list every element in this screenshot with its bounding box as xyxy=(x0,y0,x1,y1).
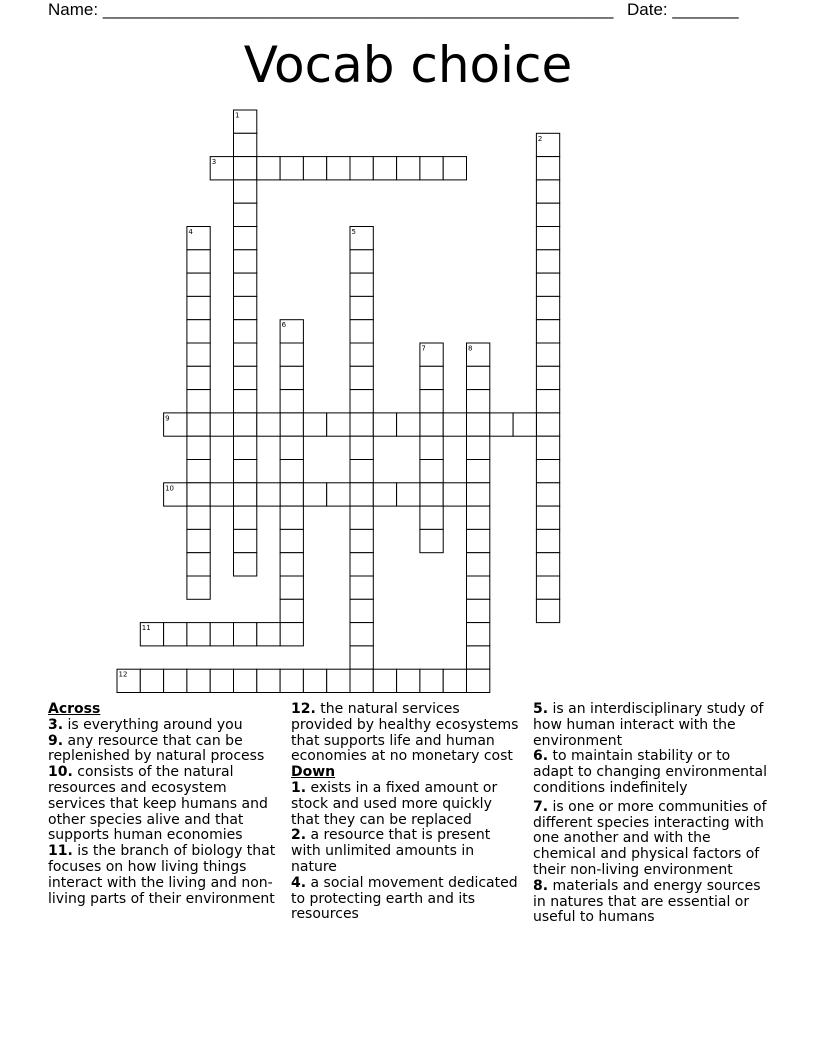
grid-cell[interactable] xyxy=(280,390,303,413)
grid-cell[interactable] xyxy=(350,273,373,296)
grid-cell[interactable] xyxy=(234,203,257,226)
grid-cell[interactable] xyxy=(420,366,443,389)
grid-cell[interactable] xyxy=(257,413,280,436)
clue-text: consists of the natural resources and ecosystem services that keep humans and other species alive and that supports human economies xyxy=(48,764,268,844)
cell-number-4: 4 xyxy=(188,228,193,236)
clue-text: exists in a fixed amount or stock and used more quickly that they can be replaced xyxy=(291,779,498,828)
across-heading: Across xyxy=(48,701,101,717)
grid-cell[interactable] xyxy=(234,506,257,529)
grid-cell[interactable] xyxy=(536,157,559,180)
clue-number: 3. xyxy=(48,716,64,733)
clue-down-6 xyxy=(533,749,769,796)
grid-cell[interactable] xyxy=(257,483,280,506)
grid-cell[interactable] xyxy=(536,576,559,599)
grid-cell[interactable] xyxy=(373,157,396,180)
page-title: Vocab choice xyxy=(243,36,573,94)
clue-number: 7. xyxy=(533,798,549,815)
grid-cell[interactable] xyxy=(187,623,210,646)
grid-cell[interactable] xyxy=(350,296,373,319)
grid-cell[interactable] xyxy=(536,460,559,483)
grid-cell[interactable] xyxy=(280,576,303,599)
cell-number-12: 12 xyxy=(118,670,128,679)
grid-cell[interactable] xyxy=(350,576,373,599)
clue-number: 2. xyxy=(291,827,307,844)
grid-cell[interactable] xyxy=(467,599,490,622)
clue-number: 8. xyxy=(533,877,549,894)
grid-cell[interactable] xyxy=(536,413,559,436)
grid-cell[interactable] xyxy=(327,157,350,180)
grid-cell[interactable] xyxy=(280,506,303,529)
grid-cell[interactable] xyxy=(187,413,210,436)
grid-cell[interactable] xyxy=(397,483,420,506)
cell-number-10: 10 xyxy=(165,484,175,493)
grid-cell[interactable] xyxy=(467,646,490,669)
grid-cell[interactable] xyxy=(187,553,210,576)
grid-cell[interactable] xyxy=(187,669,210,692)
grid-cell[interactable] xyxy=(467,623,490,646)
clue-across-9 xyxy=(48,734,284,766)
clue-number: 9. xyxy=(48,732,64,749)
name-label: Name: xyxy=(48,0,99,19)
grid-cell[interactable] xyxy=(234,273,257,296)
grid-cell[interactable] xyxy=(397,157,420,180)
grid-cell[interactable] xyxy=(536,296,559,319)
clue-number: 6. xyxy=(533,748,549,765)
grid-cell[interactable] xyxy=(280,413,303,436)
grid-cell[interactable] xyxy=(350,320,373,343)
clue-down-8 xyxy=(533,879,769,926)
grid-cell[interactable] xyxy=(280,366,303,389)
grid-cell[interactable] xyxy=(467,669,490,692)
grid-cell[interactable] xyxy=(187,529,210,552)
clue-text: is the branch of biology that focuses on how living things interact with the living and non-living parts of their environment xyxy=(48,843,276,907)
grid-cell[interactable] xyxy=(467,413,490,436)
cell-number-7: 7 xyxy=(421,344,426,353)
grid-cell[interactable] xyxy=(234,413,257,436)
grid-cell[interactable] xyxy=(467,460,490,483)
cell-number-1: 1 xyxy=(235,111,240,120)
grid-cell[interactable] xyxy=(536,529,559,552)
grid-cell[interactable] xyxy=(490,413,513,436)
grid-cell[interactable] xyxy=(234,460,257,483)
grid-cell[interactable] xyxy=(467,576,490,599)
grid-cell[interactable] xyxy=(164,669,187,692)
cell-number-3: 3 xyxy=(211,158,217,167)
grid-cell[interactable] xyxy=(350,343,373,366)
grid-cell[interactable] xyxy=(257,669,280,692)
down-heading: Down xyxy=(291,764,336,781)
grid-cell[interactable] xyxy=(420,529,443,552)
grid-cell[interactable] xyxy=(350,436,373,459)
grid-cell[interactable] xyxy=(350,366,373,389)
clue-down-7 xyxy=(533,800,769,879)
grid-cell[interactable] xyxy=(350,483,373,506)
grid-cell[interactable] xyxy=(420,390,443,413)
grid-cell[interactable] xyxy=(420,413,443,436)
date-label: Date: xyxy=(627,0,668,19)
grid-cell[interactable] xyxy=(280,157,303,180)
cell-number-6: 6 xyxy=(281,321,287,330)
grid-cell[interactable] xyxy=(536,250,559,273)
grid-cell[interactable] xyxy=(280,343,303,366)
grid-cell[interactable] xyxy=(187,576,210,599)
grid-cell[interactable] xyxy=(280,529,303,552)
grid-cell[interactable] xyxy=(350,529,373,552)
grid-cell[interactable] xyxy=(536,180,559,203)
grid-cell[interactable] xyxy=(234,296,257,319)
grid-cell[interactable] xyxy=(187,483,210,506)
grid-cell[interactable] xyxy=(210,483,233,506)
grid-cell[interactable] xyxy=(187,436,210,459)
grid-cell[interactable] xyxy=(234,553,257,576)
clue-down-5 xyxy=(533,702,769,749)
cell-number-11: 11 xyxy=(141,624,151,633)
clue-number: 5. xyxy=(533,701,549,717)
grid-cell[interactable] xyxy=(350,623,373,646)
grid-cell[interactable] xyxy=(536,273,559,296)
clue-across-10 xyxy=(48,765,284,844)
grid-cell[interactable] xyxy=(373,669,396,692)
grid-cell[interactable] xyxy=(467,366,490,389)
grid-cell[interactable] xyxy=(350,646,373,669)
grid-cell[interactable] xyxy=(350,669,373,692)
grid-cell[interactable] xyxy=(327,483,350,506)
grid-cell[interactable] xyxy=(280,553,303,576)
grid-cell[interactable] xyxy=(536,436,559,459)
grid-cell[interactable] xyxy=(467,529,490,552)
grid-cell[interactable] xyxy=(536,506,559,529)
grid-cell[interactable] xyxy=(327,413,350,436)
grid-cell[interactable] xyxy=(536,483,559,506)
clue-across-12 xyxy=(291,702,523,765)
cell-number-8: 8 xyxy=(468,344,473,353)
clue-down-2 xyxy=(291,828,523,875)
grid-cell[interactable] xyxy=(303,483,326,506)
grid-cell[interactable] xyxy=(420,157,443,180)
clue-number: 1. xyxy=(291,779,307,796)
grid-cell[interactable] xyxy=(536,553,559,576)
grid-cell[interactable] xyxy=(536,390,559,413)
grid-cell[interactable] xyxy=(350,157,373,180)
clue-text: is an interdisciplinary study of how human interact with the environment xyxy=(533,701,764,749)
clue-text: to maintain stability or to adapt to changing environmental conditions indefinitely xyxy=(533,748,768,796)
grid-cell[interactable] xyxy=(187,296,210,319)
grid-cell[interactable] xyxy=(467,436,490,459)
grid-cell[interactable] xyxy=(536,343,559,366)
cell-number-2: 2 xyxy=(537,134,543,143)
grid-cell[interactable] xyxy=(350,250,373,273)
grid-cell[interactable] xyxy=(467,553,490,576)
grid-cell[interactable] xyxy=(397,669,420,692)
grid-cell[interactable] xyxy=(443,483,466,506)
clue-down-1 xyxy=(291,781,523,828)
grid-cell[interactable] xyxy=(373,413,396,436)
clues-column-1 xyxy=(48,702,284,907)
clue-text: a resource that is present with unlimited amounts in nature xyxy=(291,827,491,875)
clue-across-3 xyxy=(48,718,284,734)
grid-cell[interactable] xyxy=(536,366,559,389)
grid-cell[interactable] xyxy=(234,529,257,552)
grid-cell[interactable] xyxy=(443,157,466,180)
grid-cell[interactable] xyxy=(280,483,303,506)
grid-cell[interactable] xyxy=(234,343,257,366)
clue-down-4 xyxy=(291,876,523,923)
grid-cell[interactable] xyxy=(467,483,490,506)
grid-cell[interactable] xyxy=(536,599,559,622)
grid-cell[interactable] xyxy=(350,413,373,436)
clue-across-11 xyxy=(48,844,284,907)
grid-cell[interactable] xyxy=(350,460,373,483)
grid-cell[interactable] xyxy=(350,599,373,622)
grid-cell[interactable] xyxy=(420,483,443,506)
grid-cell[interactable] xyxy=(280,623,303,646)
grid-cell[interactable] xyxy=(187,320,210,343)
grid-cell[interactable] xyxy=(187,506,210,529)
grid-cell[interactable] xyxy=(234,133,257,156)
clue-text: is one or more communities of different species interacting with one another and with the chemical and physical factors of their non-living environment xyxy=(533,798,767,878)
clue-text: is everything around you xyxy=(67,716,243,733)
grid-cell[interactable] xyxy=(187,250,210,273)
clue-number: 4. xyxy=(291,874,307,891)
grid-cell[interactable] xyxy=(373,483,396,506)
grid-cell[interactable] xyxy=(280,599,303,622)
grid-cell[interactable] xyxy=(234,157,257,180)
grid-cell[interactable] xyxy=(536,320,559,343)
grid-cell[interactable] xyxy=(280,460,303,483)
grid-cell[interactable] xyxy=(420,460,443,483)
clue-number: 12. xyxy=(291,701,316,717)
grid-cell[interactable] xyxy=(234,669,257,692)
grid-cell[interactable] xyxy=(234,390,257,413)
grid-cell[interactable] xyxy=(467,506,490,529)
grid-cell[interactable] xyxy=(467,390,490,413)
grid-cell[interactable] xyxy=(210,669,233,692)
grid-cell[interactable] xyxy=(164,623,187,646)
grid-cell[interactable] xyxy=(257,157,280,180)
clue-text: the natural services provided by healthy ecosystems that supports life and human economies at no monetary cost xyxy=(291,701,519,765)
grid-cell[interactable] xyxy=(420,669,443,692)
grid-cell[interactable] xyxy=(234,320,257,343)
clues-column-3 xyxy=(533,702,769,926)
grid-cell[interactable] xyxy=(303,413,326,436)
cell-number-5: 5 xyxy=(351,228,356,236)
name-line[interactable]: ______________________________________________________ xyxy=(102,0,614,19)
clue-text: materials and energy sources in natures that are essential or useful to humans xyxy=(533,877,761,926)
grid-cell[interactable] xyxy=(327,669,350,692)
grid-cell[interactable] xyxy=(443,413,466,436)
grid-cell[interactable] xyxy=(303,157,326,180)
grid-cell[interactable] xyxy=(234,436,257,459)
grid-cell[interactable] xyxy=(536,227,559,250)
grid-cell[interactable] xyxy=(210,413,233,436)
cell-number-9: 9 xyxy=(165,414,170,423)
grid-cell[interactable] xyxy=(420,506,443,529)
grid-cell[interactable] xyxy=(350,553,373,576)
grid-cell[interactable] xyxy=(234,180,257,203)
grid-cell[interactable] xyxy=(397,413,420,436)
grid-cell[interactable] xyxy=(303,669,326,692)
grid-cell[interactable] xyxy=(187,366,210,389)
grid-cell[interactable] xyxy=(234,366,257,389)
grid-cell[interactable] xyxy=(234,227,257,250)
grid-cell[interactable] xyxy=(350,390,373,413)
grid-cell[interactable] xyxy=(234,483,257,506)
grid-cell[interactable] xyxy=(280,669,303,692)
grid-cell[interactable] xyxy=(513,413,536,436)
grid-cell[interactable] xyxy=(350,506,373,529)
date-line[interactable]: _______ xyxy=(672,0,739,19)
clue-text: any resource that can be replenished by natural process xyxy=(48,732,265,765)
grid-cell[interactable] xyxy=(187,273,210,296)
grid-cell[interactable] xyxy=(210,623,233,646)
grid-cell[interactable] xyxy=(420,436,443,459)
clues-column-2 xyxy=(291,702,523,923)
clue-number: 10. xyxy=(48,764,73,781)
grid-cell[interactable] xyxy=(140,669,163,692)
clue-text: a social movement dedicated to protecting earth and its resources xyxy=(291,874,518,923)
grid-cell[interactable] xyxy=(234,250,257,273)
grid-cell[interactable] xyxy=(234,623,257,646)
grid-cell[interactable] xyxy=(443,669,466,692)
grid-cell[interactable] xyxy=(536,203,559,226)
grid-cell[interactable] xyxy=(257,623,280,646)
grid-cell[interactable] xyxy=(280,436,303,459)
grid-cell[interactable] xyxy=(187,390,210,413)
grid-cell[interactable] xyxy=(187,460,210,483)
clue-number: 11. xyxy=(48,843,73,860)
grid-cell[interactable] xyxy=(187,343,210,366)
